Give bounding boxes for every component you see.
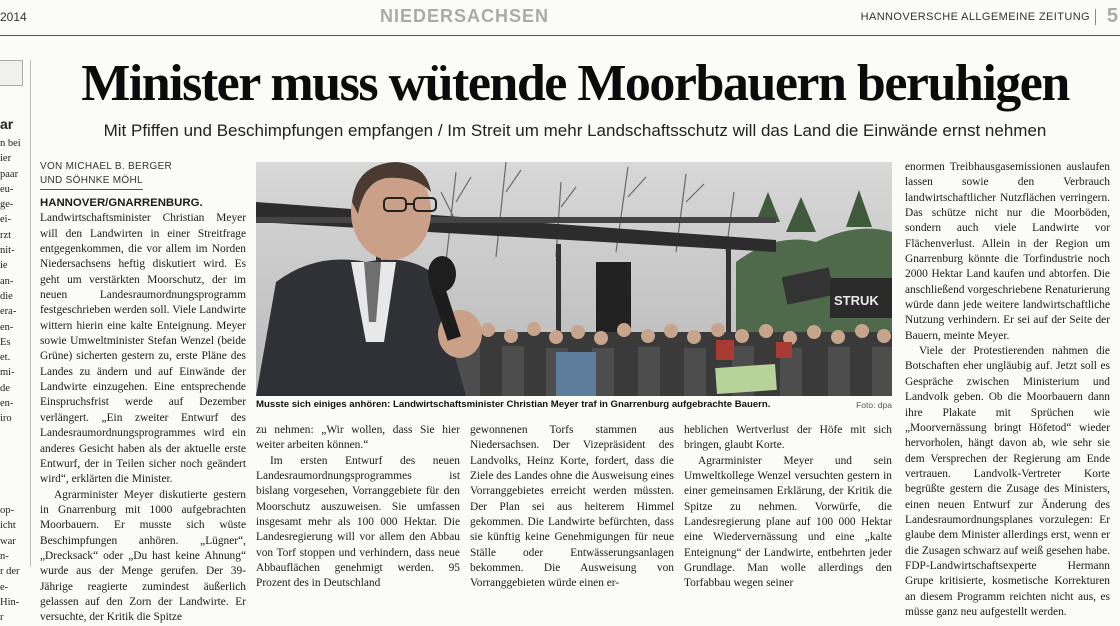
fragment-line	[0, 427, 26, 442]
fragment-line: n bei	[0, 138, 21, 149]
header-rule	[0, 35, 1120, 36]
article-column-3	[470, 423, 674, 592]
paragraph: Agrarminister Meyer diskutierte gestern in Gnarrenburg mit 1000 aufgebrachten Moorbauern. Er musste sich wüste Beschimpfungen anhören. „Lügner“, „Drecksack“ oder „Du hast keine Ahnung“ wurde aus der Menge gerufen. Der 39-Jährige reagierte zumindest äußerlich gelassen auf den Zorn der Landwirte. Er versuchte, der Kritik die Spitze	[40, 488, 246, 624]
issue-date: 2014	[0, 10, 27, 24]
photo-credit: Foto: dpa	[856, 400, 892, 410]
header-divider	[1095, 9, 1096, 25]
fragment-line: en-	[0, 321, 14, 333]
previous-article-fragment	[0, 60, 26, 624]
lead-paragraph	[40, 196, 246, 488]
page-header	[0, 0, 1120, 34]
fragment-line: r	[0, 612, 4, 624]
article-column-5	[905, 160, 1110, 620]
article-column-2	[256, 423, 460, 592]
fragment-line: op-	[0, 505, 14, 517]
fragment-line: ei-	[0, 214, 12, 226]
paragraph: enormen Treibhausgasemissionen auslaufen lassen sowie den Verbrauch landwirtschaftlicher Nutzflächen verringern. Das schütze nicht nur die Moorböden, sondern auch viele Landwirte vor Flächenverlust. Allein in der Region um Gnarrenburg könnte die Torfindustrie noch 2000 Hektar Land kaufen und abtorfen. Die anschließend vorgeschriebene Renaturierung würde dann jede weitere landwirtschaftliche Nutzung verhindern. Er sei auf der Seite der Bauern, meinte Meyer.	[905, 161, 1110, 342]
section-title: NIEDERSACHSEN	[380, 6, 550, 26]
fragment-line: paar	[0, 168, 19, 180]
fragment-line: r der	[0, 566, 20, 578]
fragment-line	[0, 488, 26, 503]
fragment-lines	[0, 136, 26, 626]
fragment-line: era-	[0, 306, 17, 318]
article-column-1	[40, 196, 246, 626]
subheadline: Mit Pfiffen und Beschimpfungen empfangen / Im Streit um mehr Landschaftsschutz will das Land die Einwände ernst nehmen	[103, 121, 1047, 140]
fragment-line: Es	[0, 336, 11, 348]
photo-image	[256, 162, 892, 396]
caption-text: Musste sich einiges anhören: Landwirtschaftsminister Christian Meyer traf in Gnarrenburg aufgebrachte Bauern.	[256, 399, 771, 410]
fragment-line: war	[0, 535, 16, 547]
fragment-box	[0, 60, 23, 86]
fragment-line: ge-	[0, 199, 14, 211]
paragraph: gewonnenen Torfs stammen aus Niedersachsen. Der Vizepräsident des Landvolks, Heinz Korte, fordert, dass die Ziele des Landes ohne die Ausweisung eines Vorranggebietes erreicht werden müssten. Der Plan sei aus heiterem Himmel gekommen. Die Landwirte befürchten, dass sie künftig keine Genehmigungen für neue Ställe oder Entwässerungsanlagen bekommen. Die Ausweisung von Vorranggebieten würde einen er-	[470, 424, 674, 590]
fragment-line: nit-	[0, 245, 15, 257]
fragment-line: en-	[0, 398, 14, 410]
fragment-line: an-	[0, 275, 14, 287]
fragment-line: ier	[0, 153, 12, 165]
fragment-line: rzt	[0, 229, 12, 241]
paragraph: zu nehmen: „Wir wollen, dass Sie hier weiter arbeiten können.“	[256, 424, 460, 452]
fragment-line: de	[0, 382, 10, 394]
press-photo	[256, 162, 892, 396]
newspaper-name: HANNOVERSCHE ALLGEMEINE ZEITUNG	[860, 11, 1090, 23]
fragment-line	[0, 457, 26, 472]
fragment-line: mi-	[0, 367, 15, 379]
dateline: HANNOVER/GNARRENBURG.	[40, 197, 203, 209]
paragraph: Viele der Protestierenden nahmen die Botschaften eher ungläubig auf. Jetzt soll es Gespräche zwischen Ministerium und Landvolk geben. Ob die Moorbauern dann ihre Plakate mit Sprüchen wie „Moorvernässung bringt Höfetod“ wieder hervorholen, hängt davon ab, wie sehr sie dem Versprechen der Regierung am Ende vertrauen. Landvolk-Vertreter Korte begrüßte gestern die Zusage des Ministers, einen neuen Entwurf zur Änderung des Landesraumordnungsplanes vorzulegen: Er glaube dem Minister allerdings erst, wenn er die Zusagen schwarz auf weiß gesehen habe. FDP-Landwirtschaftsexperte Hermann Grupe kritisierte, kosmetische Korrekturen an diesem Programm reichten nicht aus, es müsse ganz neu aufgestellt werden.	[905, 345, 1110, 618]
fragment-line	[0, 473, 26, 488]
byline-author-1: VON MICHAEL B. BERGER	[40, 161, 173, 172]
fragment-kicker: ar	[0, 116, 14, 132]
fragment-line: Hin-	[0, 596, 20, 608]
article-column-4	[684, 423, 892, 592]
fragment-line: e-	[0, 581, 9, 593]
paragraph: Agrarminister Meyer und sein Umweltkollege Wenzel versuchten gestern in einer gemeinsamen Erklärung, der Kritik die Spitze zu nehmen. Vorwürfe, die Landesregierung plane auf 100 000 Hektar eine Wiedervernässung und eine „kalte Enteignung“ der Landwirte, entbehrten jeder Grundlage. Man wolle allerdings den Torfabbau wegen seiner	[684, 454, 892, 590]
fragment-line: et.	[0, 352, 11, 364]
fragment-line: ie	[0, 260, 8, 272]
fragment-line: eu-	[0, 183, 14, 195]
fragment-line: icht	[0, 520, 16, 532]
fragment-line: iro	[0, 413, 12, 425]
fragment-line	[0, 442, 26, 457]
fragment-line: die	[0, 290, 13, 302]
paragraph: Im ersten Entwurf des neuen Landesraumordnungsprogrammes ist bislang vorgesehen, Vorranggebiete für den Moorschutz auszuweisen. Sie umfassen insgesamt mehr als 100 000 Hektar. Die Landesregierung will vor allem den Abbau von Torf stoppen und verhindern, dass neue Abbauflächen genehmigt werden. 95 Prozent des in Deutschland	[256, 454, 460, 590]
photo-caption	[256, 399, 892, 410]
crowd	[446, 322, 892, 396]
byline-author-2: UND SÖHNKE MÖHL	[40, 174, 143, 190]
paragraph-text: Landwirtschaftsminister Christian Meyer will den Landwirten in einer Streitfrage entgegenkommen, die vor allem im Norden Niedersachsens heftig diskutiert wird. Es geht um verstärkten Moorschutz, der im neuen Landesraumordnungsprogramm festgeschrieben werden soll. Viele Landwirte wittern hierin eine kalte Enteignung. Meyer sowie Umweltminister Stefan Wenzel (beide Grüne) sicherten gestern zu, erste Pläne des Landes zu ändern und auf Einwände der Landwirte einzugehen. Eine entsprechende Einspruchsfrist werde auf Dezember verlängert. „Ein zweiter Entwurf des Landesraumordnungsprogrammes wird ein anderes Gesicht haben als der aktuelle erste Entwurf, der in Teilen sicher noch geändert wird“, erklärten die Minister.	[40, 212, 246, 486]
headline: Minister muss wütende Moorbauern beruhigen	[81, 55, 1069, 112]
page-number: 5	[1106, 5, 1118, 27]
microphone	[428, 256, 456, 292]
protest-sign-text: STRUK	[834, 293, 879, 308]
paragraph: heblichen Wertverlust der Höfe mit sich bringen, glaubt Korte.	[684, 424, 892, 452]
byline	[40, 160, 250, 190]
fragment-line: n-	[0, 551, 9, 563]
